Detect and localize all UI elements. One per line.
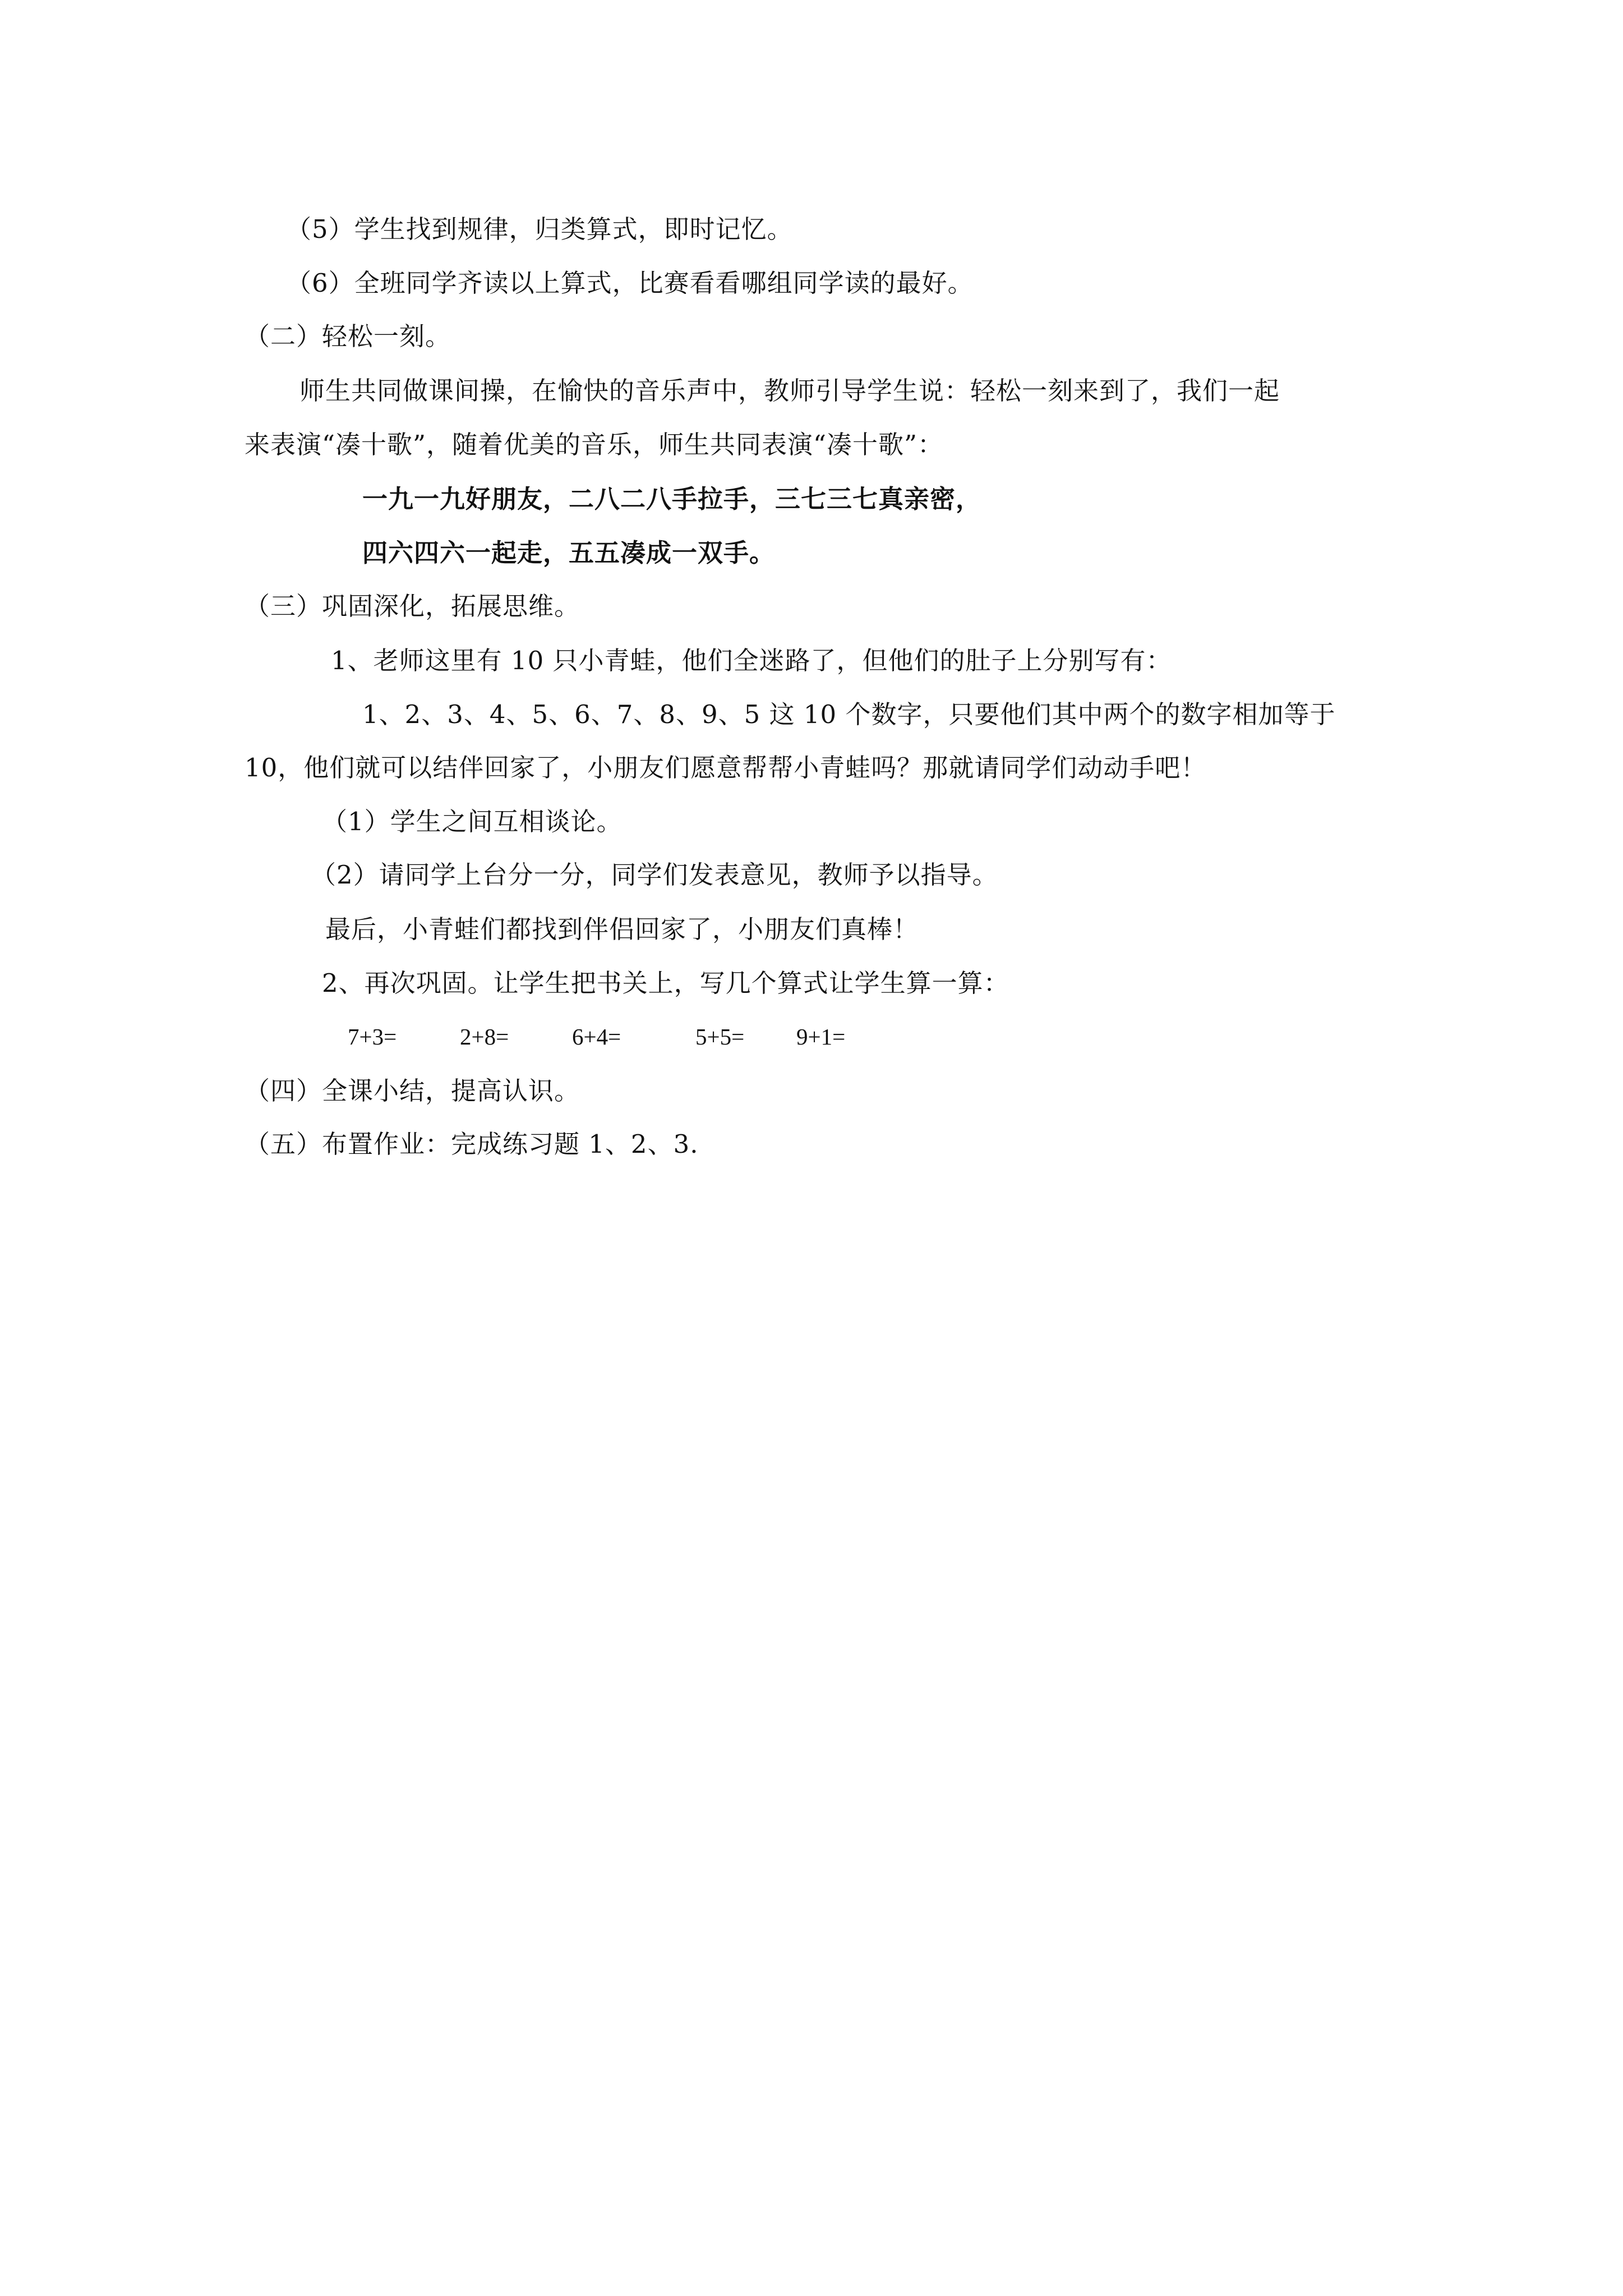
sub-step-1-text: （1）学生之间互相谈论。 (322, 807, 623, 836)
step-6-text: （6）全班同学齐读以上算式，比赛看看哪组同学读的最好。 (286, 268, 974, 298)
equation-item: 5+5= (695, 1024, 745, 1050)
equation-item: 2+8= (460, 1024, 509, 1050)
equation-item: 7+3= (348, 1024, 397, 1050)
task-1-text: 1、老师这里有 10 只小青蛙，他们全迷路了，但他们的肚子上分别写有： (331, 646, 1172, 675)
conclusion-text: 最后，小青蛙们都找到伴侣回家了，小朋友们真棒！ (325, 914, 919, 944)
task-1-numbers-line: 1、2、3、4、5、6、7、8、9、5 这 10 个数字，只要他们其中两个的数字相加等于 (362, 700, 1336, 729)
equation-item: 6+4= (572, 1024, 621, 1050)
step-5-text: （5）学生找到规律，归类算式，即时记忆。 (286, 214, 793, 244)
section-5-heading: （五）布置作业：完成练习题 1、2、3. (245, 1129, 699, 1159)
task-1-continuation: 10，他们就可以结伴回家了，小朋友们愿意帮帮小青蛙吗？那就请同学们动动手吧！ (245, 753, 1207, 783)
task-2-text: 2、再次巩固。让学生把书关上，写几个算式让学生算一算： (322, 968, 1009, 998)
paragraph-line-2: 来表演“凑十歌”，随着优美的音乐，师生共同表演“凑十歌”： (245, 430, 944, 459)
section-3-heading: （三）巩固深化，拓展思维。 (245, 591, 580, 621)
sub-step-2-text: （2）请同学上台分一分，同学们发表意见，教师予以指导。 (311, 860, 998, 890)
section-4-heading: （四）全课小结，提高认识。 (245, 1076, 580, 1106)
section-2-heading: （二）轻松一刻。 (245, 321, 451, 351)
equation-item: 9+1= (796, 1024, 846, 1050)
song-line-2: 四六四六一起走，五五凑成一双手。 (362, 538, 776, 568)
paragraph-line-1: 师生共同做课间操，在愉快的音乐声中，教师引导学生说：轻松一刻来到了，我们一起 (299, 376, 1280, 406)
song-line-1: 一九一九好朋友，二八二八手拉手，三七三七真亲密， (362, 484, 982, 514)
